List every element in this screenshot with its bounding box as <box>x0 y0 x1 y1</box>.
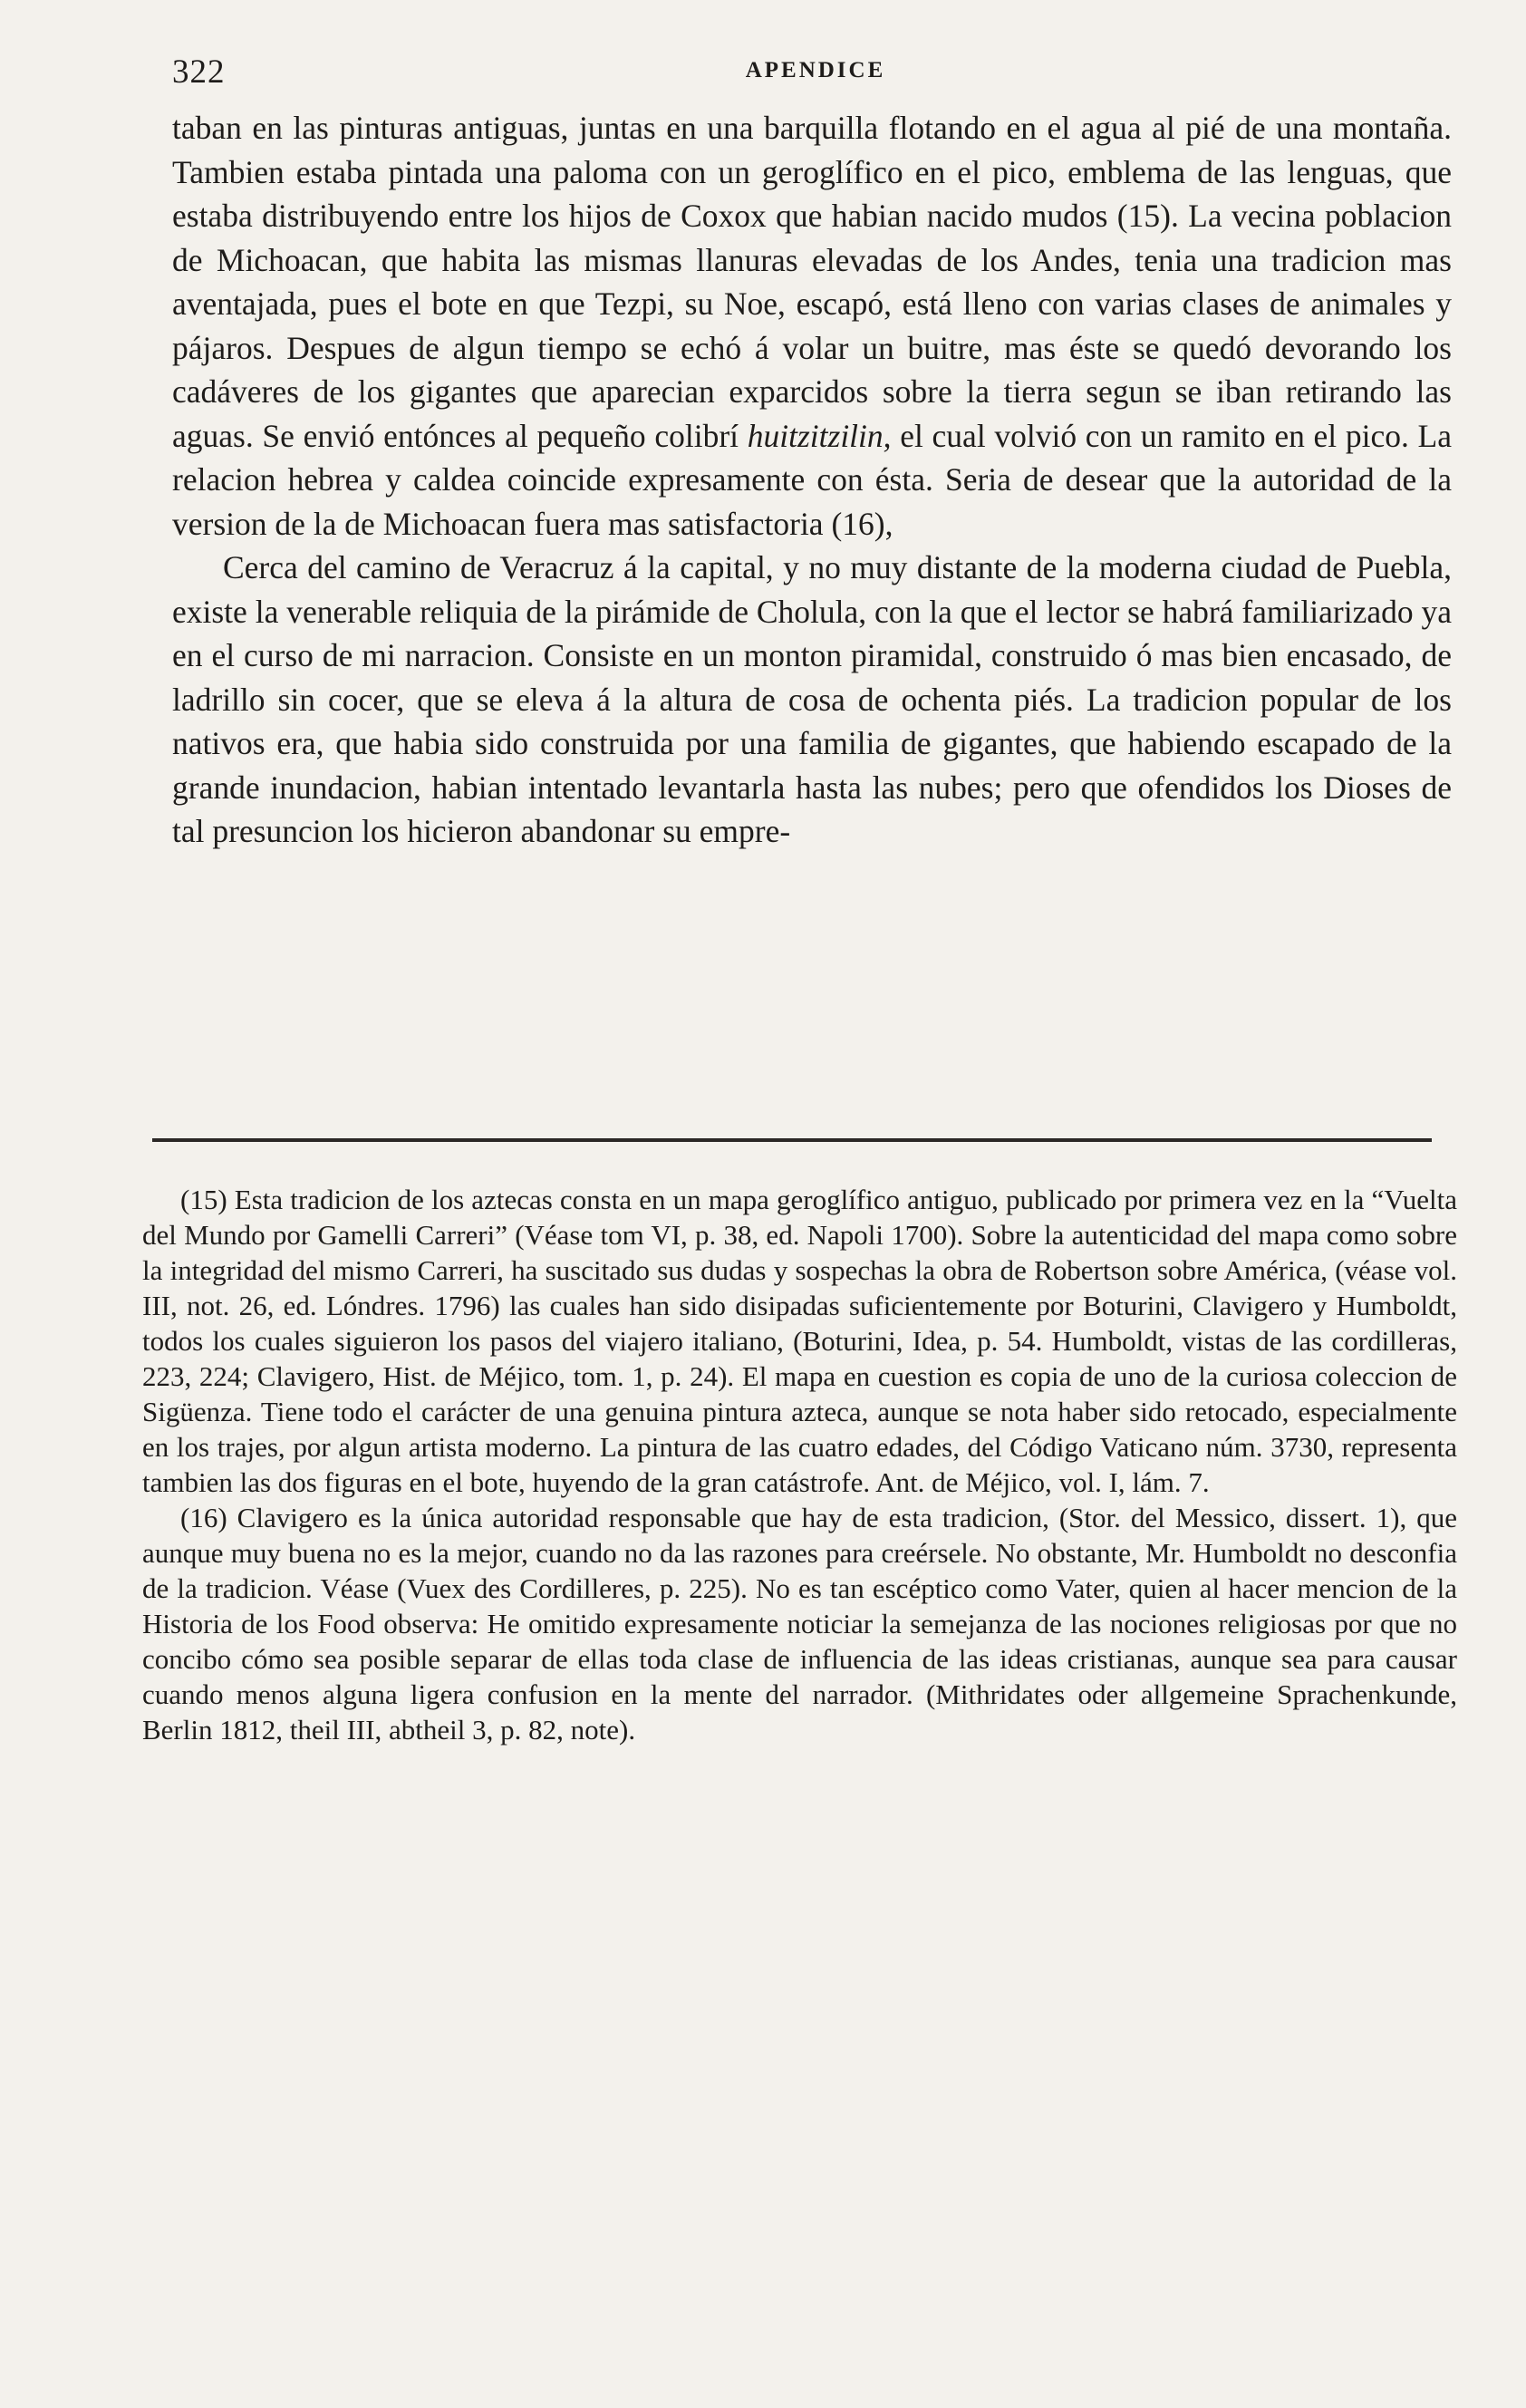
page-header <box>172 53 1459 96</box>
footnote-15: (15) Esta tradicion de los aztecas consta en un mapa geroglífico antiguo, publicado por primera vez en la “Vuelta del Mundo por Gamelli Carreri” (Véase tom VI, p. 38, ed. Napoli 1700). Sobre la autenticidad del mapa como sobre la integridad del mismo Carreri, ha suscitado sus dudas y sospechas la obra de Robertson sobre América, (véase vol. III, not. 26, ed. Lóndres. 1796) las cuales han sido disipadas suficientemente por Boturini, Clavigero y Humboldt, todos los cuales siguieron los pasos del viajero italiano, (Boturini, Idea, p. 54. Humboldt, vistas de las cordilleras, 223, 224; Clavigero, Hist. de Méjico, tom. 1, p. 24). El mapa en cuestion es copia de uno de la curiosa coleccion de Sigüenza. Tiene todo el carácter de una genuina pintura azteca, aunque se nota haber sido retocado, especialmente en los trajes, por algun artista moderno. La pintura de las cuatro edades, del Código Vaticano núm. 3730, representa tambien las dos figuras en el bote, huyendo de la gran catástrofe. Ant. de Méjico, vol. I, lám. 7. <box>142 1184 1457 1498</box>
footnote-rule <box>152 1138 1432 1142</box>
italic-term: huitzitzilin, <box>747 417 892 454</box>
main-text <box>172 106 1452 854</box>
paragraph-1 <box>172 106 1452 546</box>
footnotes <box>142 1182 1457 1747</box>
paragraph-1-part-a: taban en las pinturas antiguas, juntas en una barquilla flotando en el agua al pié de una montaña. Tambien estaba pintada una paloma con un geroglífico en el pico, emblema de las lenguas, que estaba distribuyendo entre los hijos de Coxox que habian nacido mudos (15). La vecina poblacion de Michoacan, que habita las mismas llanuras elevadas de los Andes, tenia una tradicion mas aventajada, pues el bote en que Tezpi, su Noe, escapó, está lleno con varias clases de animales y pájaros. Despues de algun tiempo se echó á volar un buitre, mas éste se quedó devorando los cadáveres de los gigantes que aparecian exparcidos sobre la tierra segun se iban retirando las aguas. Se envió entónces al pequeño colibrí <box>172 110 1452 454</box>
running-head: APENDICE <box>745 58 886 82</box>
paragraph-1-part-b: el cual volvió con un ramito en el pico. La relacion hebrea y caldea coincide expresamente con ésta. Seria de desear que la autoridad de la version de la de Michoacan fuera mas satisfactoria (16), <box>172 417 1452 542</box>
footnote-16: (16) Clavigero es la única autoridad responsable que hay de esta tradicion, (Stor. del Messico, dissert. 1), que aunque muy buena no es la mejor, cuando no da las razones para creérsele. No obstante, Mr. Humboldt no desconfia de la tradicion. Véase (Vuex des Cordilleres, p. 225). No es tan escéptico como Vater, quien al hacer mencion de la Historia de los Food observa: He omitido expresamente noticiar la semejanza de las nociones religiosas por que no concibo cómo sea posible separar de ellas toda clase de influencia de las ideas cristianas, aunque sea para causar cuando menos alguna ligera confusion en la mente del narrador. (Mithridates oder allgemeine Sprachenkunde, Berlin 1812, theil III, abtheil 3, p. 82, note). <box>142 1502 1457 1746</box>
paragraph-2: Cerca del camino de Veracruz á la capital, y no muy distante de la moderna ciudad de Puebla, existe la venerable reliquia de la pirámide de Cholula, con la que el lector se habrá familiarizado ya en el curso de mi narracion. Consiste en un monton piramidal, construido ó mas bien encasado, de ladrillo sin cocer, que se eleva á la altura de cosa de ochenta piés. La tradicion popular de los nativos era, que habia sido construida por una familia de gigantes, que habiendo escapado de la grande inundacion, habian intentado levantarla hasta las nubes; pero que ofendidos los Dioses de tal presuncion los hicieron abandonar su empre- <box>172 549 1452 849</box>
page-number: 322 <box>172 53 226 91</box>
